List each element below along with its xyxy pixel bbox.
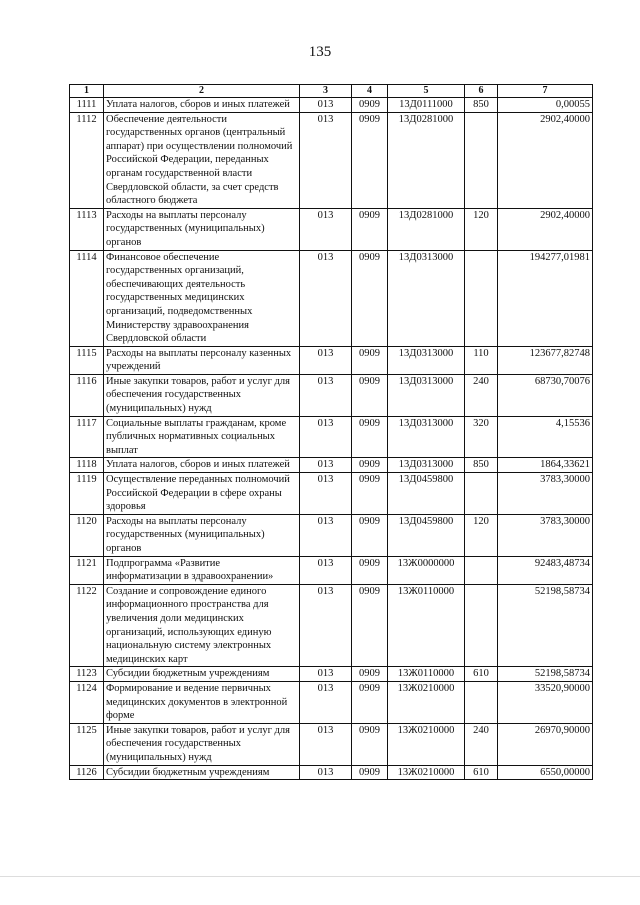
row-amount-cell: 123677,82748: [498, 346, 593, 374]
row-number-cell: 1123: [70, 667, 104, 682]
row-code-6-cell: 120: [465, 514, 498, 556]
row-amount-cell: 1864,33621: [498, 458, 593, 473]
row-code-4-cell: 0909: [352, 112, 388, 208]
table-row: [70, 681, 593, 723]
table-header-row: [70, 85, 593, 98]
row-code-3-cell: 013: [300, 208, 352, 250]
row-code-3-cell: 013: [300, 374, 352, 416]
row-code-4-cell: 0909: [352, 458, 388, 473]
row-number-cell: 1119: [70, 473, 104, 515]
row-code-5-cell: 13Д0313000: [388, 250, 465, 346]
table-row: [70, 667, 593, 682]
row-code-5-cell: 13Д0459800: [388, 473, 465, 515]
row-code-6-cell: 240: [465, 723, 498, 765]
row-code-6-cell: [465, 584, 498, 667]
row-amount-cell: 52198,58734: [498, 667, 593, 682]
header-col-7: 7: [498, 85, 593, 98]
row-amount-cell: 26970,90000: [498, 723, 593, 765]
row-number-cell: 1122: [70, 584, 104, 667]
page-number: 135: [308, 44, 332, 60]
row-number-cell: 1118: [70, 458, 104, 473]
row-code-6-cell: 850: [465, 458, 498, 473]
table-row: [70, 584, 593, 667]
header-col-1: 1: [70, 85, 104, 98]
row-code-6-cell: 610: [465, 667, 498, 682]
row-code-4-cell: 0909: [352, 765, 388, 780]
row-code-6-cell: [465, 556, 498, 584]
row-code-5-cell: 13Д0313000: [388, 374, 465, 416]
row-code-4-cell: 0909: [352, 556, 388, 584]
header-col-4: 4: [352, 85, 388, 98]
table-row: [70, 765, 593, 780]
row-code-6-cell: 320: [465, 416, 498, 458]
row-amount-cell: 0,00055: [498, 98, 593, 113]
table-row: [70, 346, 593, 374]
row-code-6-cell: [465, 681, 498, 723]
row-code-4-cell: 0909: [352, 584, 388, 667]
row-name-cell: Расходы на выплаты персоналу государственных (муниципальных) органов: [104, 208, 300, 250]
row-code-6-cell: [465, 473, 498, 515]
row-amount-cell: 2902,40000: [498, 112, 593, 208]
row-amount-cell: 6550,00000: [498, 765, 593, 780]
row-code-5-cell: 13Ж0210000: [388, 723, 465, 765]
table-row: [70, 416, 593, 458]
row-amount-cell: 33520,90000: [498, 681, 593, 723]
row-code-3-cell: 013: [300, 765, 352, 780]
page-bottom-rule: [0, 876, 640, 877]
table-row: [70, 723, 593, 765]
row-code-4-cell: 0909: [352, 723, 388, 765]
row-code-5-cell: 13Д0111000: [388, 98, 465, 113]
row-code-3-cell: 013: [300, 667, 352, 682]
row-code-6-cell: 850: [465, 98, 498, 113]
row-code-6-cell: 240: [465, 374, 498, 416]
table-row: [70, 514, 593, 556]
table-row: [70, 374, 593, 416]
row-code-5-cell: 13Ж0210000: [388, 765, 465, 780]
row-number-cell: 1125: [70, 723, 104, 765]
row-code-3-cell: 013: [300, 112, 352, 208]
row-name-cell: Расходы на выплаты персоналу государственных (муниципальных) органов: [104, 514, 300, 556]
row-code-4-cell: 0909: [352, 98, 388, 113]
row-code-4-cell: 0909: [352, 473, 388, 515]
row-name-cell: Создание и сопровождение единого информационного пространства для увеличения доли медицинских организаций, использующих единую национальную систему электронных медицинских карт: [104, 584, 300, 667]
row-number-cell: 1120: [70, 514, 104, 556]
row-code-5-cell: 13Д0281000: [388, 208, 465, 250]
row-number-cell: 1116: [70, 374, 104, 416]
row-number-cell: 1121: [70, 556, 104, 584]
row-code-5-cell: 13Д0313000: [388, 346, 465, 374]
table-row: [70, 458, 593, 473]
row-code-5-cell: 13Д0313000: [388, 458, 465, 473]
row-number-cell: 1115: [70, 346, 104, 374]
row-code-4-cell: 0909: [352, 667, 388, 682]
row-name-cell: Подпрограмма «Развитие информатизации в здравоохранении»: [104, 556, 300, 584]
row-code-3-cell: 013: [300, 556, 352, 584]
row-name-cell: Формирование и ведение первичных медицинских документов в электронной форме: [104, 681, 300, 723]
row-amount-cell: 68730,70076: [498, 374, 593, 416]
row-number-cell: 1126: [70, 765, 104, 780]
row-name-cell: Финансовое обеспечение государственных организаций, обеспечивающих деятельность государственных медицинских организаций, подведомственных Министерству здравоохранения Свердловской области: [104, 250, 300, 346]
row-code-3-cell: 013: [300, 416, 352, 458]
row-code-3-cell: 013: [300, 98, 352, 113]
row-code-4-cell: 0909: [352, 250, 388, 346]
row-amount-cell: 194277,01981: [498, 250, 593, 346]
row-code-3-cell: 013: [300, 723, 352, 765]
row-code-5-cell: 13Д0313000: [388, 416, 465, 458]
table-row: [70, 556, 593, 584]
row-code-3-cell: 013: [300, 514, 352, 556]
row-code-6-cell: [465, 112, 498, 208]
row-name-cell: Иные закупки товаров, работ и услуг для обеспечения государственных (муниципальных) нужд: [104, 374, 300, 416]
row-number-cell: 1124: [70, 681, 104, 723]
row-code-3-cell: 013: [300, 584, 352, 667]
row-name-cell: Субсидии бюджетным учреждениям: [104, 765, 300, 780]
row-code-4-cell: 0909: [352, 374, 388, 416]
row-number-cell: 1114: [70, 250, 104, 346]
row-code-4-cell: 0909: [352, 681, 388, 723]
header-col-3: 3: [300, 85, 352, 98]
row-code-4-cell: 0909: [352, 346, 388, 374]
row-name-cell: Социальные выплаты гражданам, кроме публичных нормативных социальных выплат: [104, 416, 300, 458]
row-code-5-cell: 13Ж0110000: [388, 584, 465, 667]
row-code-4-cell: 0909: [352, 208, 388, 250]
table-row: [70, 98, 593, 113]
row-name-cell: Иные закупки товаров, работ и услуг для обеспечения государственных (муниципальных) нужд: [104, 723, 300, 765]
row-code-6-cell: 610: [465, 765, 498, 780]
row-code-3-cell: 013: [300, 346, 352, 374]
row-code-5-cell: 13Д0459800: [388, 514, 465, 556]
header-col-2: 2: [104, 85, 300, 98]
row-code-3-cell: 013: [300, 250, 352, 346]
table-row: [70, 473, 593, 515]
row-code-3-cell: 013: [300, 681, 352, 723]
row-code-6-cell: 120: [465, 208, 498, 250]
row-code-5-cell: 13Ж0000000: [388, 556, 465, 584]
row-code-5-cell: 13Д0281000: [388, 112, 465, 208]
row-code-6-cell: [465, 250, 498, 346]
row-amount-cell: 52198,58734: [498, 584, 593, 667]
table-row: [70, 112, 593, 208]
row-number-cell: 1117: [70, 416, 104, 458]
row-amount-cell: 4,15536: [498, 416, 593, 458]
row-code-4-cell: 0909: [352, 416, 388, 458]
row-code-6-cell: 110: [465, 346, 498, 374]
row-amount-cell: 3783,30000: [498, 473, 593, 515]
header-col-5: 5: [388, 85, 465, 98]
row-code-5-cell: 13Ж0210000: [388, 681, 465, 723]
row-code-4-cell: 0909: [352, 514, 388, 556]
row-name-cell: Обеспечение деятельности государственных органов (центральный аппарат) при осуществлении полномочий Российской Федерации, переданных органам государственной власти Свердловской области, за счет средств областного бюджета: [104, 112, 300, 208]
table-row: [70, 250, 593, 346]
row-name-cell: Расходы на выплаты персоналу казенных учреждений: [104, 346, 300, 374]
row-code-3-cell: 013: [300, 473, 352, 515]
row-number-cell: 1112: [70, 112, 104, 208]
row-number-cell: 1113: [70, 208, 104, 250]
row-amount-cell: 2902,40000: [498, 208, 593, 250]
row-amount-cell: 92483,48734: [498, 556, 593, 584]
row-name-cell: Субсидии бюджетным учреждениям: [104, 667, 300, 682]
row-number-cell: 1111: [70, 98, 104, 113]
budget-table: [69, 84, 593, 780]
row-code-5-cell: 13Ж0110000: [388, 667, 465, 682]
table-row: [70, 208, 593, 250]
row-name-cell: Уплата налогов, сборов и иных платежей: [104, 98, 300, 113]
row-name-cell: Уплата налогов, сборов и иных платежей: [104, 458, 300, 473]
header-col-6: 6: [465, 85, 498, 98]
row-code-3-cell: 013: [300, 458, 352, 473]
row-amount-cell: 3783,30000: [498, 514, 593, 556]
row-name-cell: Осуществление переданных полномочий Российской Федерации в сфере охраны здоровья: [104, 473, 300, 515]
